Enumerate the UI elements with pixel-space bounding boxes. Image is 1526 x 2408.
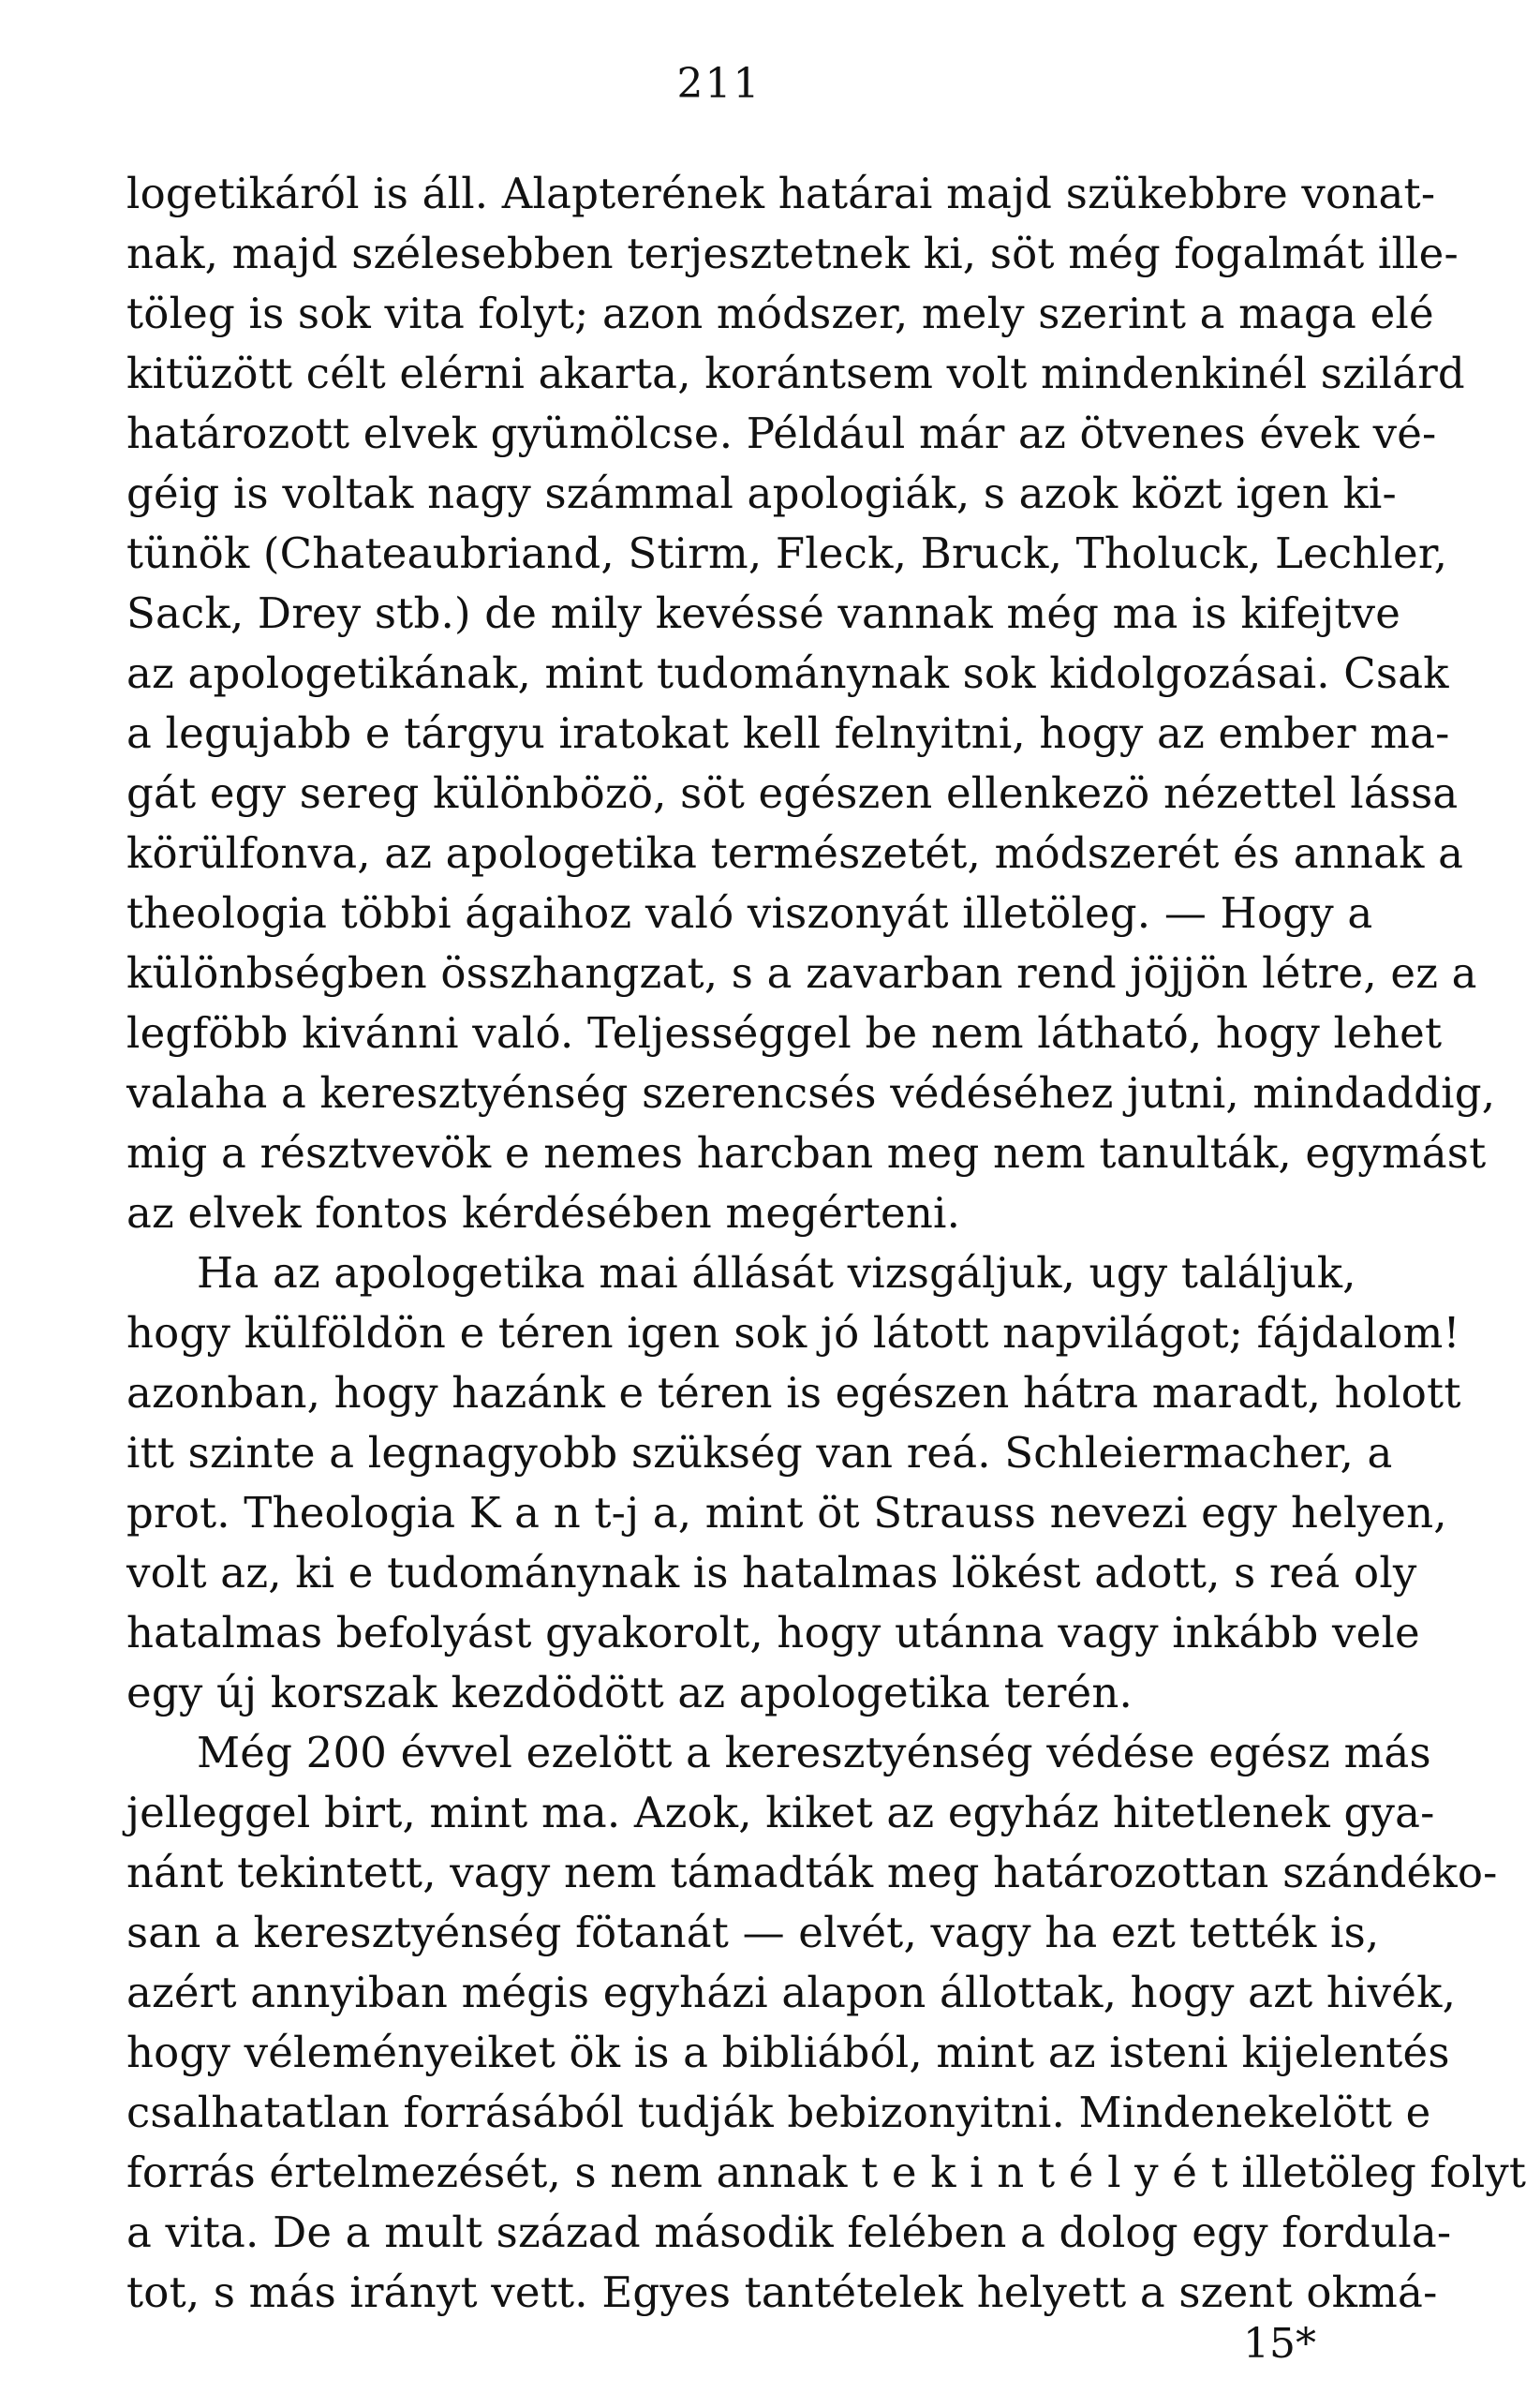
text-line: hatalmas befolyást gyakorolt, hogy utánna vagy inkább vele — [126, 1608, 1420, 1657]
text-line: nak, majd szélesebben terjesztetnek ki, söt még fogalmát ille- — [126, 229, 1459, 278]
text-line: legföbb kivánni való. Teljességgel be nem látható, hogy lehet — [126, 1008, 1443, 1058]
text-line: gát egy sereg különbözö, söt egészen ellenkezö nézettel lássa — [126, 768, 1459, 818]
page-number: 211 — [676, 60, 762, 108]
text-line: különbségben összhangzat, s a zavarban rend jöjjön létre, ez a — [126, 948, 1477, 998]
paragraph-start-line: Még 200 évvel ezelött a keresztyénség védése egész más — [197, 1728, 1431, 1777]
text-line: logetikáról is áll. Alapterének határai majd szükebbre vonat- — [126, 169, 1436, 218]
text-line: határozott elvek gyümölcse. Például már az ötvenes évek vé- — [126, 409, 1437, 458]
paragraph-start-line: Ha az apologetika mai állását vizsgáljuk, ugy találjuk, — [197, 1248, 1356, 1298]
text-line: hogy véleményeiket ök is a bibliából, mint az isteni kijelentés — [126, 2028, 1450, 2077]
text-line: nánt tekintett, vagy nem támadták meg határozottan szándéko- — [126, 1848, 1498, 1897]
text-line: töleg is sok vita folyt; azon módszer, mely szerint a maga elé — [126, 289, 1434, 338]
text-line: egy új korszak kezdödött az apologetika terén. — [126, 1668, 1133, 1717]
text-line: itt szinte a legnagyobb szükség van reá. Schleiermacher, a — [126, 1428, 1393, 1478]
text-line: géig is voltak nagy számmal apologiák, s azok közt igen ki- — [126, 468, 1397, 518]
text-line: prot. Theologia K a n t-j a, mint öt Strauss nevezi egy helyen, — [126, 1488, 1447, 1538]
text-line: tot, s más irányt vett. Egyes tantételek helyett a szent okmá- — [126, 2267, 1438, 2317]
signature-mark: 15* — [1243, 2320, 1316, 2368]
text-line: a vita. De a mult század második felében a dolog egy fordula- — [126, 2207, 1452, 2257]
text-line: theologia többi ágaihoz való viszonyát illetöleg. — Hogy a — [126, 888, 1373, 938]
text-line: az elvek fontos kérdésében megérteni. — [126, 1188, 961, 1238]
text-line: körülfonva, az apologetika természetét, módszerét és annak a — [126, 828, 1464, 878]
text-line: hogy külföldön e téren igen sok jó látott napvilágot; fájdalom! — [126, 1308, 1460, 1358]
text-line: azonban, hogy hazánk e téren is egészen hátra maradt, holott — [126, 1368, 1461, 1418]
text-line: kitüzött célt elérni akarta, korántsem volt mindenkinél szilárd — [126, 349, 1465, 398]
text-line: Sack, Drey stb.) de mily kevéssé vannak még ma is kifejtve — [126, 588, 1401, 638]
text-line: san a keresztyénség fötanát — elvét, vagy ha ezt tették is, — [126, 1908, 1380, 1957]
text-line: az apologetikának, mint tudománynak sok kidolgozásai. Csak — [126, 648, 1449, 698]
text-line: tünök (Chateaubriand, Stirm, Fleck, Bruck, Tholuck, Lechler, — [126, 528, 1448, 578]
text-line: azért annyiban mégis egyházi alapon állottak, hogy azt hivék, — [126, 1968, 1457, 2017]
text-line: valaha a keresztyénség szerencsés védéséhez jutni, mindaddig, — [126, 1068, 1496, 1118]
text-line: a legujabb e tárgyu iratokat kell felnyitni, hogy az ember ma- — [126, 708, 1450, 758]
text-line: volt az, ki e tudománynak is hatalmas lökést adott, s reá oly — [126, 1548, 1417, 1598]
text-line: mig a résztvevök e nemes harcban meg nem tanulták, egymást — [126, 1128, 1487, 1178]
text-line: csalhatatlan forrásából tudják bebizonyitni. Mindenekelött e — [126, 2088, 1431, 2137]
text-line: forrás értelmezését, s nem annak t e k i n t é l y é t illetöleg folyt — [126, 2148, 1526, 2197]
text-line: jelleggel birt, mint ma. Azok, kiket az egyház hitetlenek gya- — [126, 1788, 1435, 1837]
